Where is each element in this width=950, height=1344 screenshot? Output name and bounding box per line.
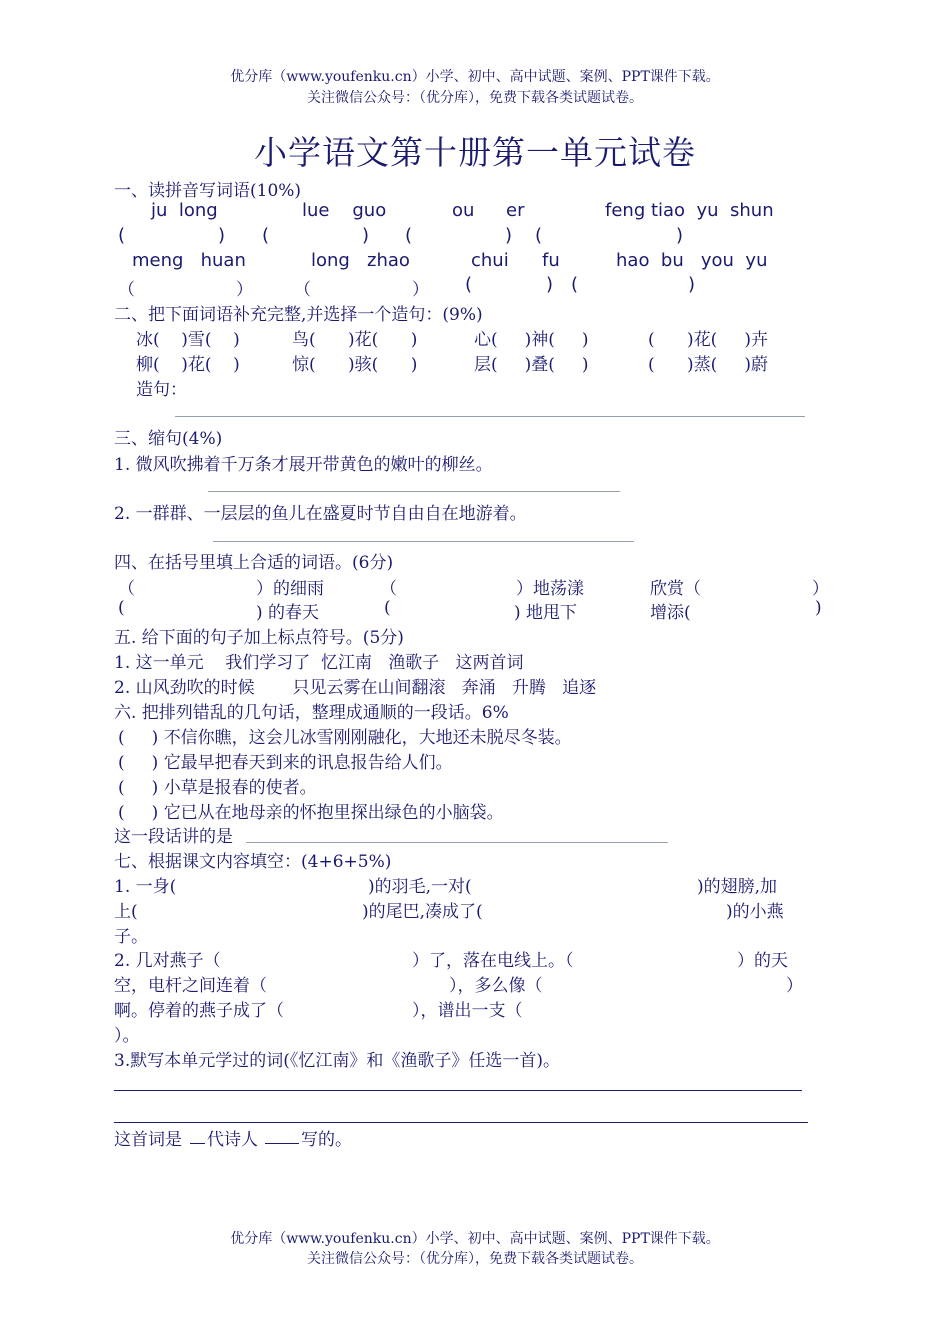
- paren: (: [465, 274, 473, 295]
- poet-label-1: 这首词是: [114, 1130, 182, 1150]
- s4-blank-5: ) 地甩下: [514, 603, 578, 623]
- footer-line-1: 优分库（www.youfenku.cn）小学、初中、高中试题、案例、PPT课件下载。: [230, 1231, 720, 1247]
- answer-line[interactable]: [114, 1122, 808, 1123]
- paren: ): [815, 598, 822, 618]
- answer-line[interactable]: [213, 541, 634, 542]
- s6-item-4: ( ) 它已从在地母亲的怀抱里探出绿色的小脑袋。: [118, 803, 504, 823]
- s6-item-3: ( ) 小草是报春的使者。: [118, 778, 317, 798]
- s7-q1-e: )的尾巴,凑成了(: [362, 902, 483, 922]
- pinyin-4: er: [506, 200, 525, 221]
- s2-word-8: ( )蒸( )蔚: [648, 355, 768, 375]
- paren: ）: [412, 280, 429, 300]
- s7-q1-g: 子。: [114, 927, 148, 947]
- pinyin-1: ju long: [151, 200, 218, 221]
- paren: (: [262, 225, 270, 246]
- pinyin-2: lue guo: [302, 200, 387, 221]
- paren: (: [571, 274, 579, 295]
- poet-label-3: 写的。: [301, 1130, 352, 1150]
- paren: ): [546, 274, 554, 295]
- s7-q2-e: ），多么像（: [449, 976, 543, 996]
- s4-heading: 四、在括号里填上合适的词语。(6分): [114, 553, 394, 573]
- s2-word-2: 鸟( )花( ): [292, 330, 418, 350]
- paren: (: [405, 225, 413, 246]
- s5-question-1: 1. 这一单元 我们学习了 忆江南 渔歌子 这两首词: [114, 653, 524, 673]
- paren: (: [118, 225, 126, 246]
- s3-question-2: 2. 一群群、一层层的鱼儿在盛夏时节自由自在地游着。: [114, 504, 527, 524]
- paren: ）: [236, 280, 253, 300]
- paren: ）: [812, 579, 829, 599]
- s2-word-6: 惊( )骇( ): [292, 355, 418, 375]
- answer-line[interactable]: [246, 842, 668, 843]
- s7-q2-d: 空，电杆之间连着（: [114, 976, 267, 996]
- s7-q2-f: ）: [786, 976, 803, 996]
- footer-line-2: 关注微信公众号：（优分库），免费下载各类试题试卷。: [307, 1251, 643, 1267]
- sentence-label: 造句：: [136, 380, 187, 400]
- s7-q2-b: ）了，落在电线上。（: [412, 951, 574, 971]
- pinyin-5: feng tiao yu shun: [605, 200, 774, 221]
- s7-q2-i: ）。: [114, 1026, 140, 1046]
- answer-line[interactable]: [114, 1090, 802, 1091]
- paren: （: [294, 280, 311, 300]
- s4-blank-1: ）的细雨: [256, 579, 324, 599]
- header-line-2: 关注微信公众号：（优分库），免费下载各类试题试卷。: [307, 90, 643, 106]
- pinyin-6: meng huan: [132, 250, 246, 271]
- s5-heading: 五. 给下面的句子加上标点符号。(5分): [114, 628, 404, 648]
- s4-blank-6: 增添(: [650, 603, 691, 623]
- s7-q1-c: )的翅膀,加: [697, 877, 778, 897]
- s2-word-3: 心( )神( ): [474, 330, 589, 350]
- s3-question-1: 1. 微风吹拂着千万条才展开带黄色的嫩叶的柳丝。: [114, 455, 493, 475]
- answer-line[interactable]: [175, 416, 805, 417]
- pinyin-10: hao bu you yu: [616, 250, 768, 271]
- blank-dynasty[interactable]: [190, 1143, 205, 1144]
- pinyin-8: chui: [471, 250, 509, 271]
- poet-label-2: 代诗人: [207, 1130, 258, 1150]
- s6-heading: 六. 把排列错乱的几句话，整理成通顺的一段话。6%: [114, 703, 509, 723]
- pinyin-7: long zhao: [311, 250, 410, 271]
- paren: （: [380, 579, 397, 599]
- s7-q1-a: 1. 一身(: [114, 877, 177, 897]
- s1-heading: 一、读拼音写词语(10%): [114, 181, 302, 201]
- pinyin-3: ou: [452, 200, 475, 221]
- paren: ): [505, 225, 513, 246]
- paren: ): [676, 225, 684, 246]
- answer-line[interactable]: [208, 491, 620, 492]
- paren: (: [118, 598, 125, 618]
- s3-heading: 三、缩句(4%): [114, 429, 223, 449]
- s2-word-5: 柳( )花( ): [136, 355, 240, 375]
- s4-blank-3: 欣赏（: [650, 579, 701, 599]
- paren: ): [688, 274, 696, 295]
- s2-word-1: 冰( )雪( ): [136, 330, 240, 350]
- page-title: 小学语文第十册第一单元试卷: [254, 133, 696, 172]
- s7-q2-c: ）的天: [737, 951, 788, 971]
- s7-q2-a: 2. 几对燕子（: [114, 951, 221, 971]
- s2-word-7: 层( )叠( ): [474, 355, 589, 375]
- s7-q1-d: 上(: [114, 902, 138, 922]
- s7-question-3: 3.默写本单元学过的词(《忆江南》和《渔歌子》任选一首)。: [114, 1051, 560, 1071]
- s7-q1-b: )的羽毛,一对(: [368, 877, 472, 897]
- paren: （: [118, 579, 135, 599]
- s7-q2-h: ），谱出一支（: [412, 1001, 523, 1021]
- s2-word-4: ( )花( )卉: [648, 330, 768, 350]
- paren: （: [118, 280, 135, 300]
- s4-blank-2: ）地荡漾: [516, 579, 584, 599]
- paren: ): [362, 225, 370, 246]
- header-line-1: 优分库（www.youfenku.cn）小学、初中、高中试题、案例、PPT课件下载。: [230, 69, 720, 85]
- pinyin-9: fu: [542, 250, 560, 271]
- s6-item-1: ( ) 不信你瞧，这会儿冰雪刚刚融化，大地还未脱尽冬装。: [118, 728, 572, 748]
- blank-poet[interactable]: [265, 1143, 299, 1144]
- s7-q2-g: 啊。停着的燕子成了（: [114, 1001, 284, 1021]
- paren: ): [218, 225, 226, 246]
- s6-summary-label: 这一段话讲的是: [114, 827, 233, 847]
- s6-item-2: ( ) 它最早把春天到来的讯息报告给人们。: [118, 753, 453, 773]
- s7-heading: 七、根据课文内容填空：(4+6+5%): [114, 852, 392, 872]
- s5-question-2: 2. 山风劲吹的时候 只见云雾在山间翻滚 奔涌 升腾 追逐: [114, 678, 597, 698]
- paren: (: [384, 598, 391, 618]
- s2-heading: 二、把下面词语补充完整,并选择一个造句：(9%): [114, 305, 483, 325]
- s7-q1-f: )的小燕: [726, 902, 784, 922]
- paren: (: [535, 225, 543, 246]
- s4-blank-4: ) 的春天: [256, 603, 320, 623]
